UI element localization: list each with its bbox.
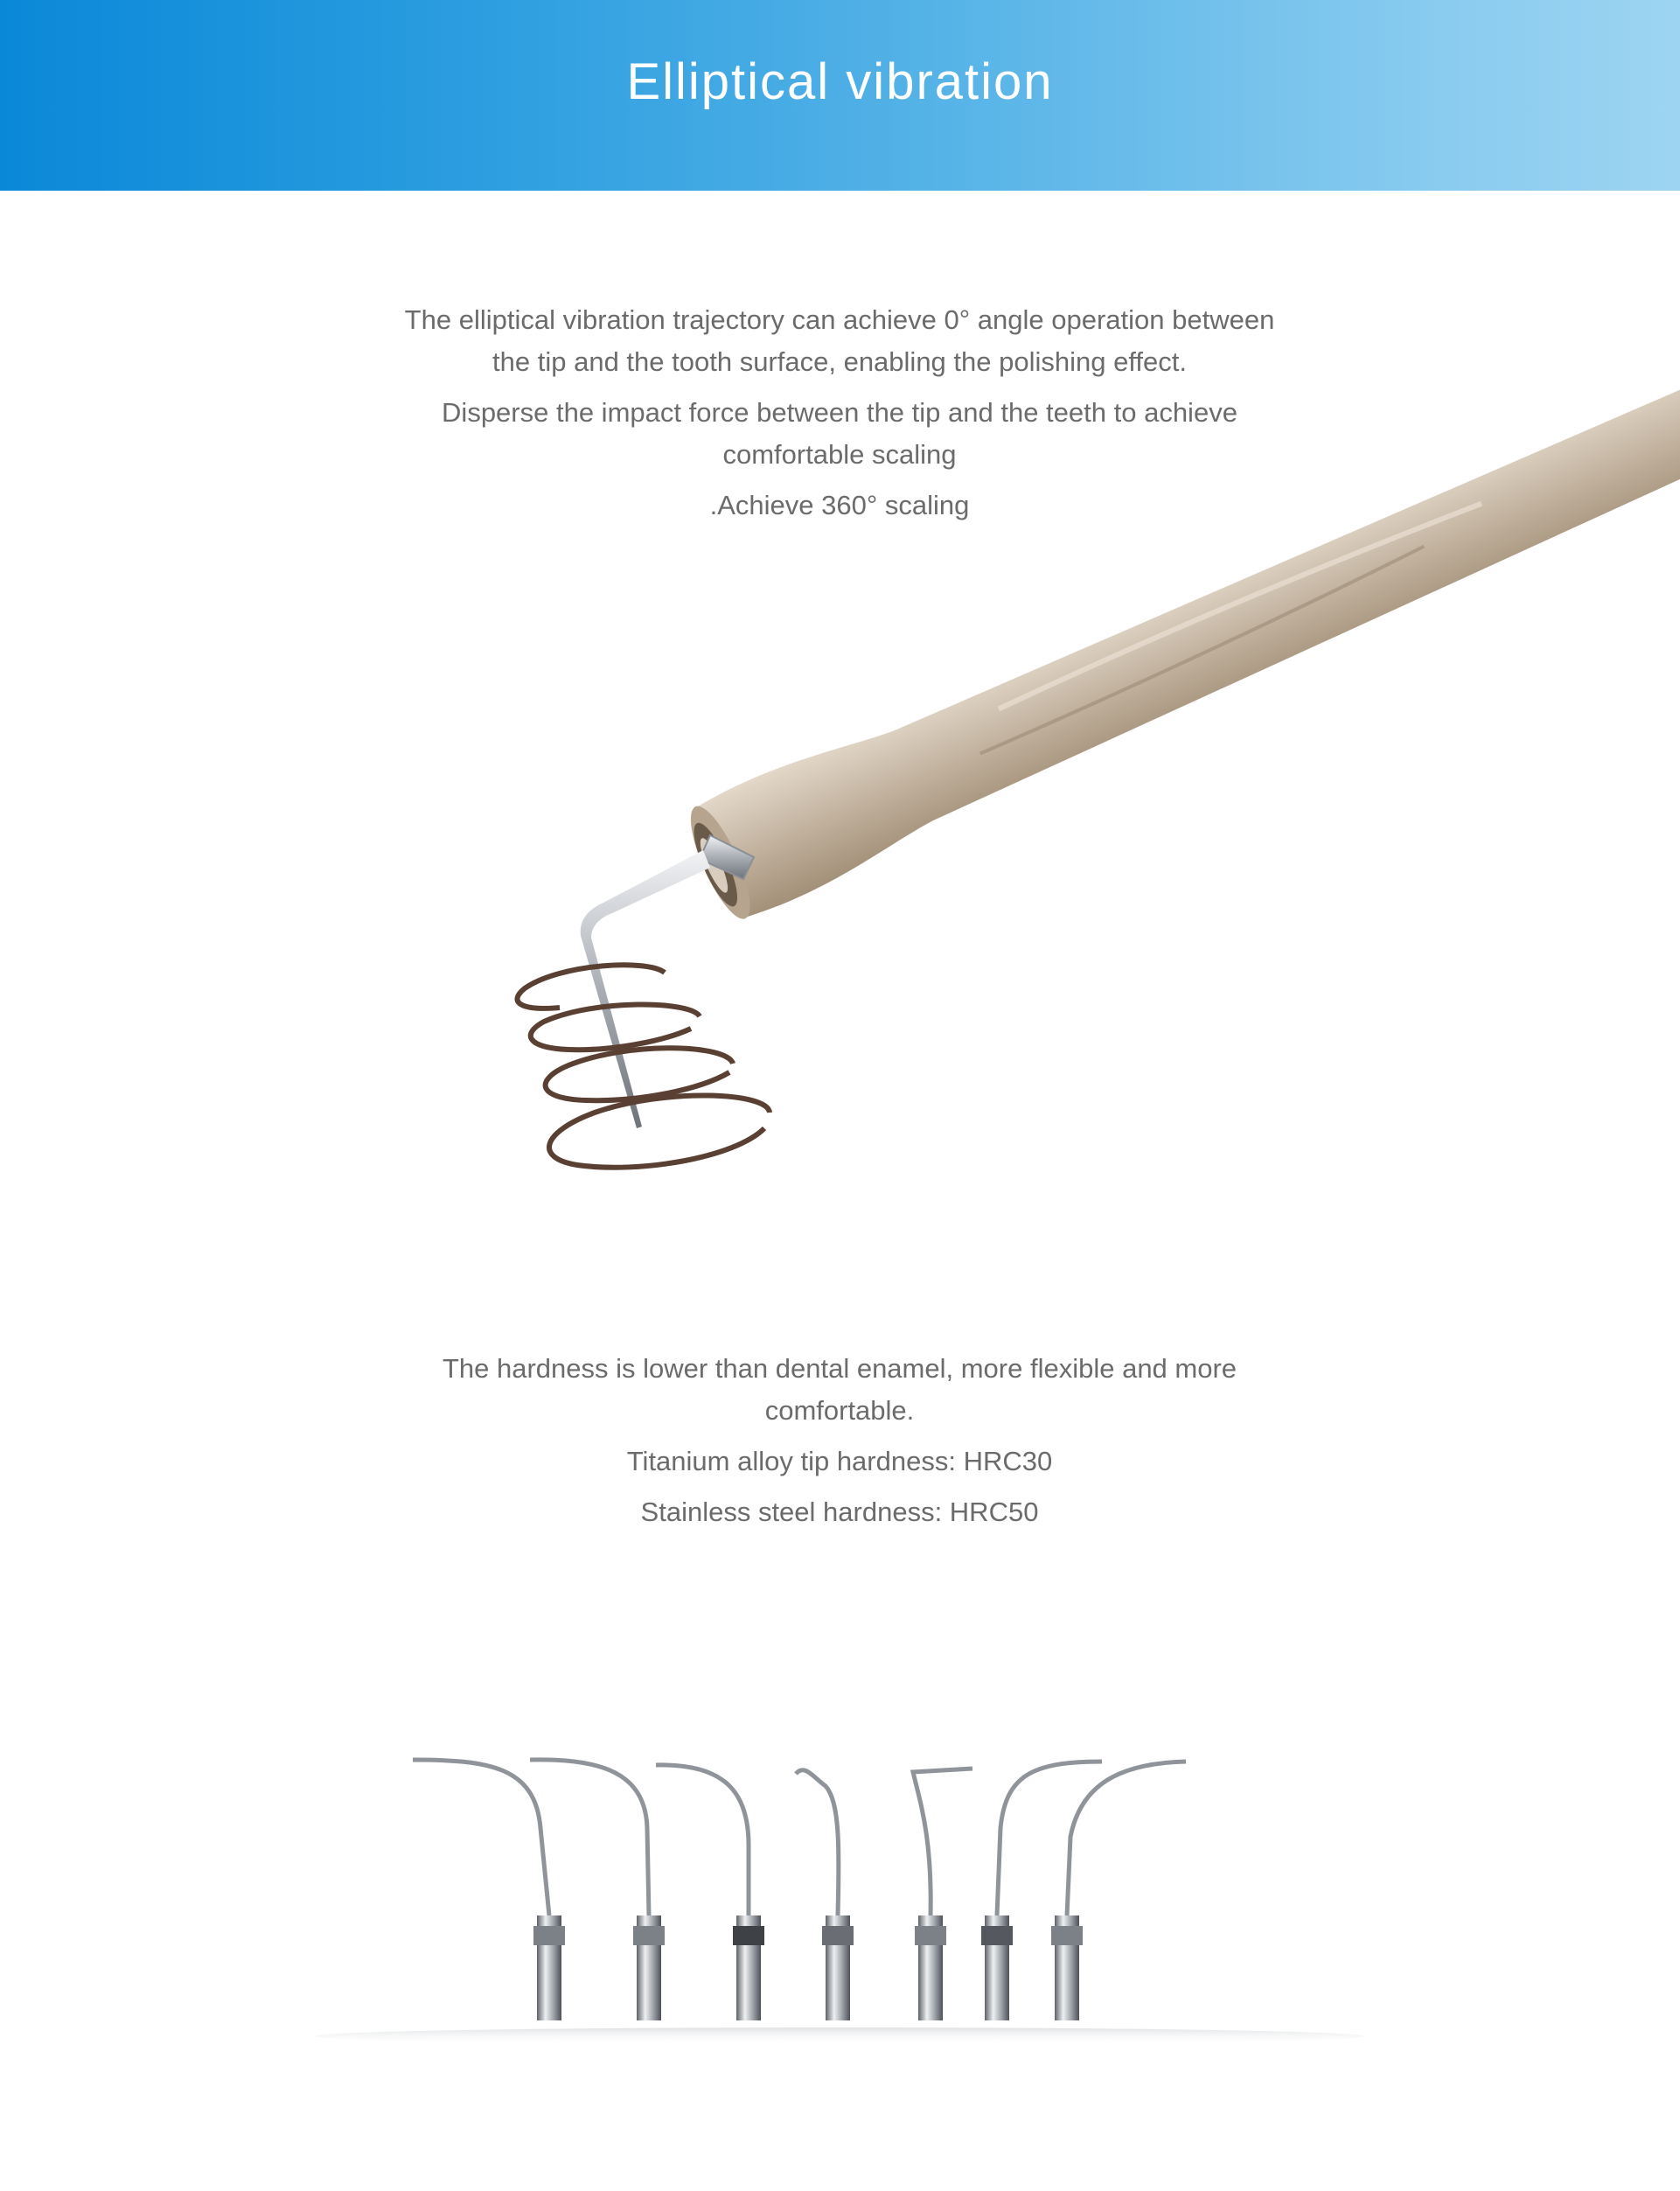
header-banner	[0, 0, 1680, 191]
description-paragraph: Disperse the impact force between the tip and the teeth to achieve comfortable scaling	[442, 397, 1237, 470]
description-paragraph: The hardness is lower than dental enamel, more flexible and more comfortable.	[442, 1353, 1237, 1426]
description-paragraph: The elliptical vibration trajectory can achieve 0° angle operation between the tip and the tooth surface, enabling the polishing effect.	[404, 304, 1275, 377]
floor-shadow	[315, 2027, 1364, 2045]
description-paragraph: .Achieve 360° scaling	[709, 490, 970, 520]
page-title: Elliptical vibration	[626, 53, 1054, 110]
hardness-description	[402, 1348, 1277, 1542]
scaler-tip-1	[413, 1760, 565, 2020]
description-paragraph: Titanium alloy tip hardness: HRC30	[626, 1446, 1053, 1476]
description-paragraph: Stainless steel hardness: HRC50	[640, 1497, 1039, 1527]
elliptical-trajectory-icon	[517, 965, 770, 1167]
scaler-tip-4	[796, 1770, 854, 2020]
scaler-tip-3	[656, 1765, 764, 2020]
scaler-tips-illustration	[0, 1732, 1680, 2064]
handpiece-illustration	[0, 367, 1680, 1207]
scaler-tip-5	[913, 1769, 972, 2020]
handpiece-body	[679, 367, 1680, 928]
scaler-tip-7	[1051, 1762, 1186, 2020]
